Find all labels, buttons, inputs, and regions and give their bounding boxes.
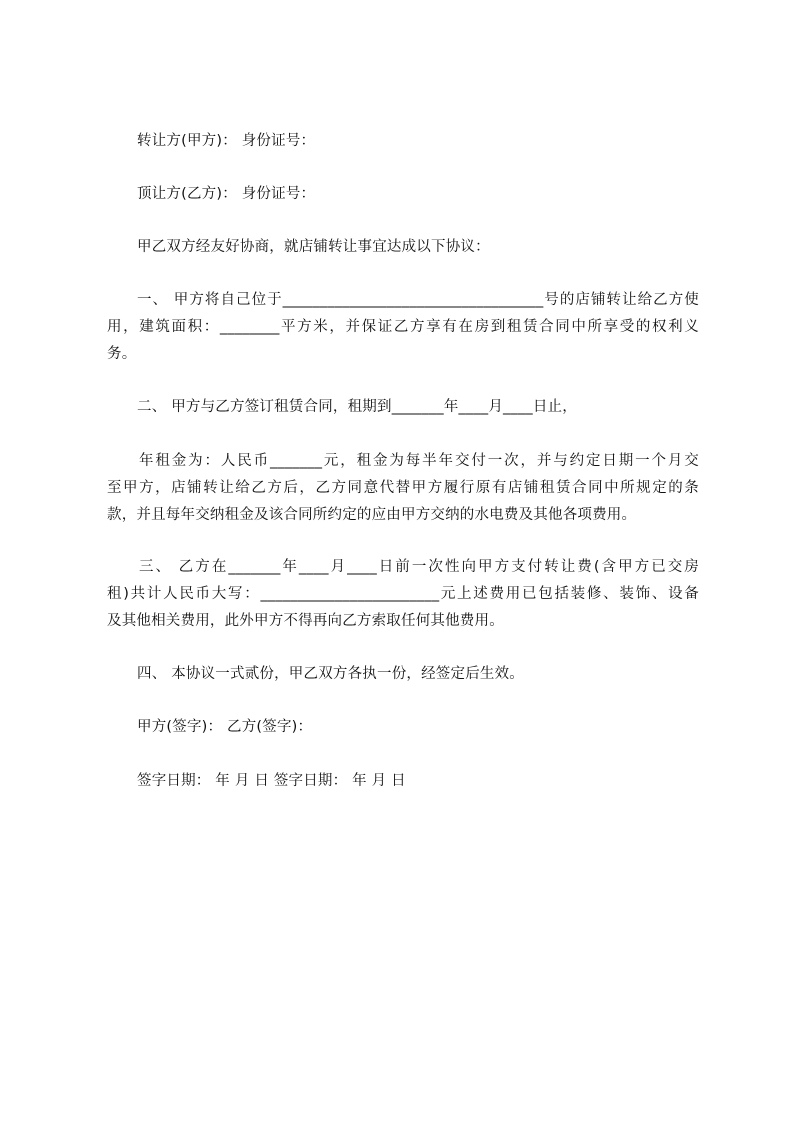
clause-3-line-1: 三、 乙方在_______年____月____日前一次性向甲方支付转让费(含甲方已交房	[139, 559, 699, 575]
transferee-line: 顶让方(乙方)： 身份证号：	[137, 186, 316, 202]
rent-terms-line-2: 至甲方，店铺转让给乙方后，乙方同意代替甲方履行原有店铺租赁合同中所规定的条	[107, 480, 699, 496]
clause-1	[107, 287, 699, 368]
clause-3-line-2: 租)共计人民币大写：________________________元上述费用已包括装修、装饰、设备	[107, 586, 699, 602]
clause-3-line-3: 及其他相关费用，此外甲方不得再向乙方索取任何其他费用。	[107, 613, 504, 629]
clause-1-line-3: 务。	[107, 346, 137, 362]
transferor-line: 转让方(甲方)： 身份证号：	[137, 133, 316, 149]
intro-text: 甲乙双方经友好协商，就店铺转让事宜达成以下协议：	[137, 239, 490, 255]
clause-1-line-2: 用，建筑面积：________平方米，并保证乙方享有在房到租赁合同中所享受的权利义	[107, 319, 699, 335]
clause-2: 二、 甲方与乙方签订租赁合同，租期到_______年____月____日止，	[137, 399, 577, 415]
clause-1-line-1: 一、 甲方将自己位于___________________________________号的店铺转让给乙方使	[137, 292, 699, 308]
rent-terms-line-3: 款，并且每年交纳租金及该合同所约定的应由甲方交纳的水电费及其他各项费用。	[107, 507, 637, 523]
sign-date-line: 签字日期： 年 月 日 签字日期： 年 月 日	[137, 773, 406, 789]
signature-line: 甲方(签字)： 乙方(签字)：	[137, 719, 313, 735]
rent-terms-line-1: 年租金为：人民币_______元，租金为每半年交付一次，并与约定日期一个月交	[139, 453, 699, 469]
clause-4: 四、 本协议一式贰份，甲乙双方各执一份，经签定后生效。	[137, 666, 525, 682]
rent-terms	[107, 448, 699, 529]
clause-3	[107, 554, 699, 635]
